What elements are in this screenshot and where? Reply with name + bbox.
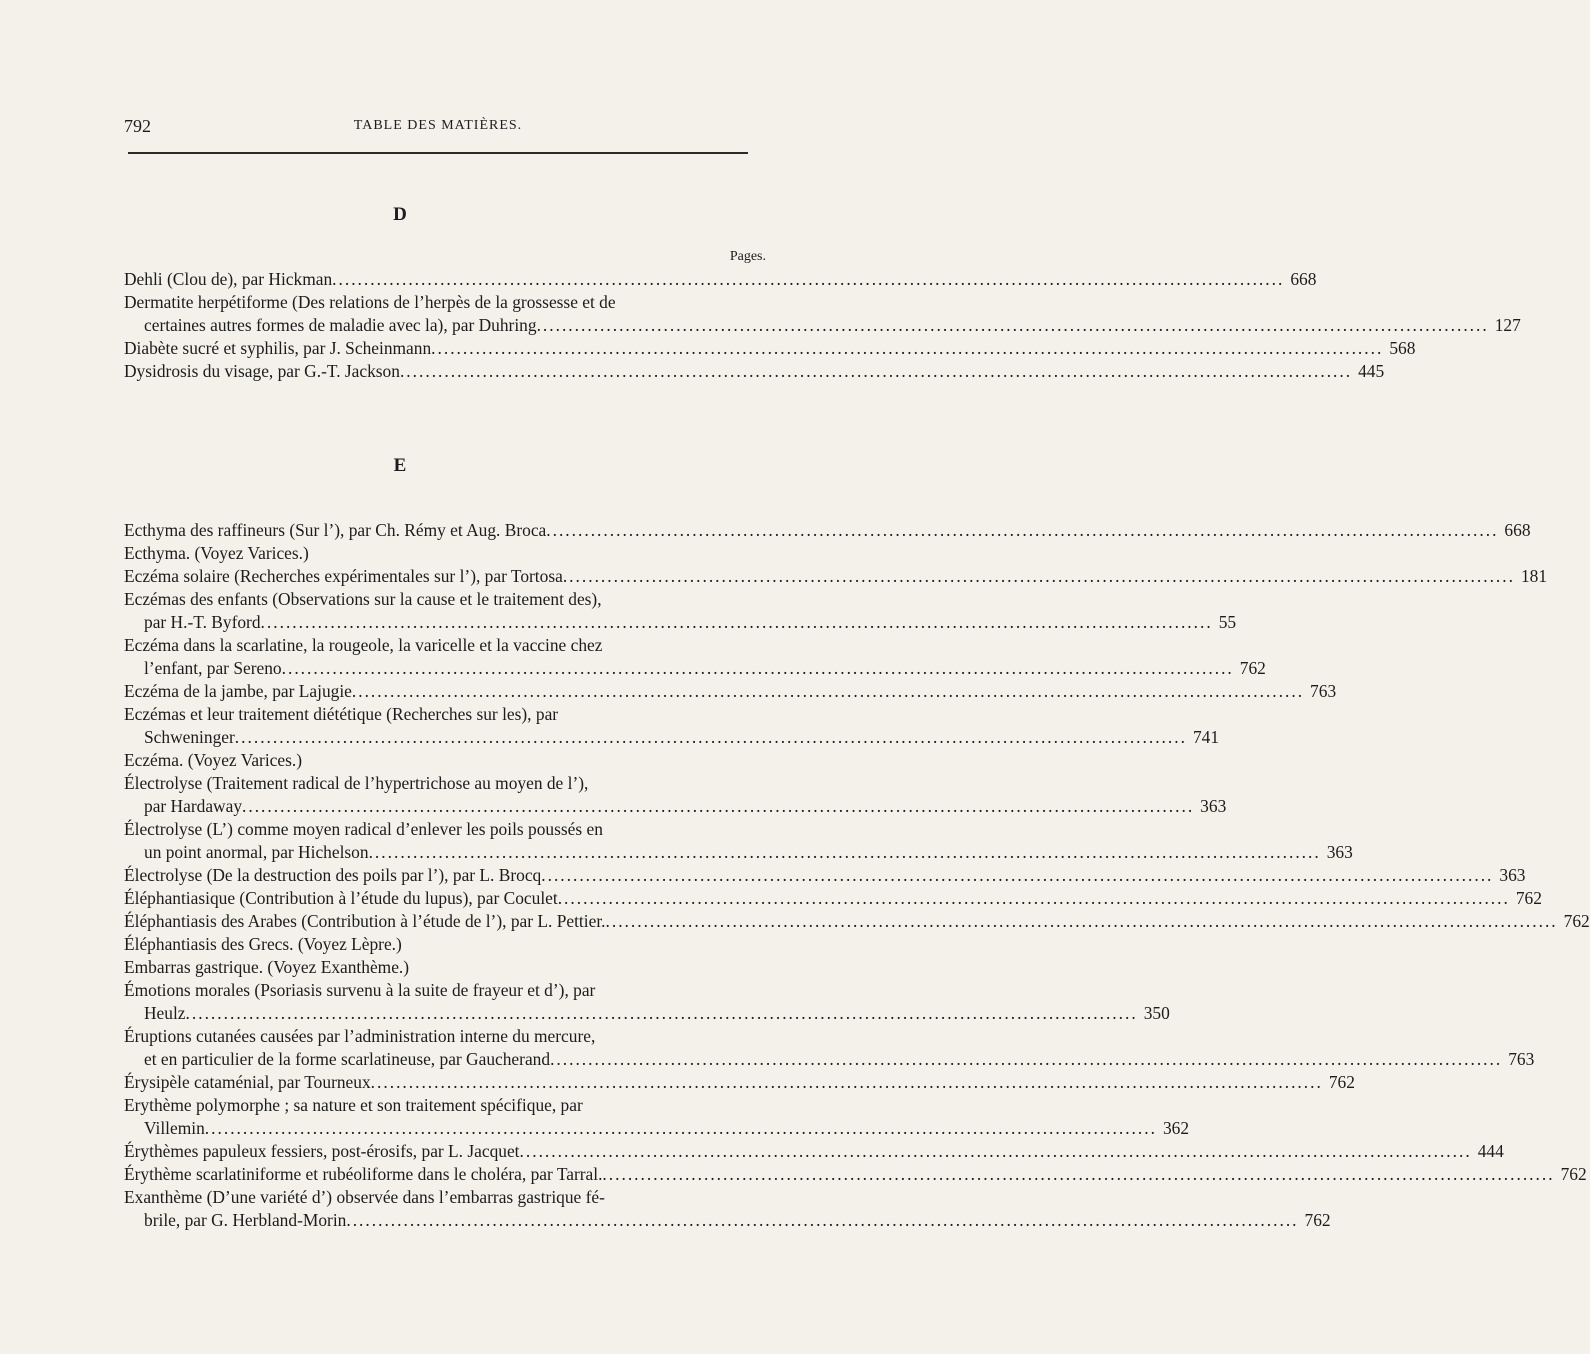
entry-line xyxy=(124,519,1531,542)
entry-line xyxy=(124,956,752,979)
entry-text: Erythème polymorphe ; sa nature et son traitement spécifique, par xyxy=(124,1095,583,1115)
dot-leader xyxy=(332,268,1284,291)
page-reference: 350 xyxy=(1143,1003,1170,1023)
entry-line xyxy=(124,933,752,956)
entry-line xyxy=(124,1140,1504,1163)
dot-leader xyxy=(371,1071,1323,1094)
entry-line xyxy=(124,314,1521,337)
entry-text: Dermatite herpétiforme (Des relations de l’herpès de la grossesse et de xyxy=(124,292,616,312)
page-reference: 762 xyxy=(1304,1210,1331,1230)
index-entry xyxy=(124,680,1337,703)
page-reference: 363 xyxy=(1499,865,1526,885)
index-entry xyxy=(124,1186,1331,1232)
entry-text: un point anormal, par Hichelson xyxy=(144,842,369,862)
index-entry xyxy=(124,749,752,772)
page-reference: 762 xyxy=(1239,658,1266,678)
entry-line xyxy=(124,360,1385,383)
entry-text: par H.-T. Byford xyxy=(144,612,261,632)
page-reference: 763 xyxy=(1508,1049,1535,1069)
entry-line xyxy=(124,818,752,841)
index-entry xyxy=(124,634,1266,680)
entry-line xyxy=(124,268,1317,291)
entry-text: Éruptions cutanées causées par l’administration interne du mercure, xyxy=(124,1026,596,1046)
entry-line xyxy=(124,1117,1190,1140)
dot-leader xyxy=(541,864,1493,887)
page-reference: 363 xyxy=(1326,842,1353,862)
entry-line xyxy=(124,841,1353,864)
entry-text: Eczéma solaire (Recherches expérimentales sur l’), par Tortosa xyxy=(124,566,563,586)
entry-text: Eczéma dans la scarlatine, la rougeole, la varicelle et la vaccine chez xyxy=(124,635,603,655)
entry-line xyxy=(124,611,1237,634)
entry-text: Ecthyma des raffineurs (Sur l’), par Ch. Rémy et Aug. Broca xyxy=(124,520,547,540)
entry-text: l’enfant, par Sereno xyxy=(144,658,282,678)
index-entry xyxy=(124,887,1542,910)
entry-text: brile, par G. Herbland-Morin xyxy=(144,1210,347,1230)
dot-leader xyxy=(602,1163,1554,1186)
page-reference: 762 xyxy=(1560,1164,1587,1184)
entry-line xyxy=(124,291,752,314)
entry-text: et en particulier de la forme scarlatineuse, par Gaucherand xyxy=(144,1049,551,1069)
entry-line xyxy=(124,680,1337,703)
index-entry xyxy=(124,1025,1535,1071)
entry-text: Ecthyma. (Voyez Varices.) xyxy=(124,543,309,563)
entry-text: Heulz xyxy=(144,1003,186,1023)
index-entry xyxy=(124,337,1416,360)
page-reference: 762 xyxy=(1563,911,1590,931)
index-entry xyxy=(124,910,1590,933)
entry-text: Exanthème (D’une variété d’) observée dans l’embarras gastrique fé- xyxy=(124,1187,605,1207)
entry-text: Électrolyse (L’) comme moyen radical d’enlever les poils poussés en xyxy=(124,819,603,839)
entry-text: Eczémas des enfants (Observations sur la cause et le traitement des), xyxy=(124,589,602,609)
dot-leader xyxy=(242,795,1194,818)
entry-text: Villemin xyxy=(144,1118,205,1138)
index-entry xyxy=(124,519,1531,542)
entry-text: Émotions morales (Psoriasis survenu à la suite de frayeur et d’), par xyxy=(124,980,596,1000)
dot-leader xyxy=(606,910,1558,933)
entry-text: Érysipèle cataménial, par Tourneux xyxy=(124,1072,371,1092)
index-entry xyxy=(124,979,1170,1025)
dot-leader xyxy=(520,1140,1472,1163)
index-entry xyxy=(124,588,1237,634)
page-reference: 763 xyxy=(1310,681,1337,701)
page-reference: 568 xyxy=(1389,338,1416,358)
dot-leader xyxy=(205,1117,1157,1140)
entry-line xyxy=(124,634,752,657)
index-entry xyxy=(124,956,752,979)
dot-leader xyxy=(537,314,1489,337)
index-entry xyxy=(124,1163,1587,1186)
index-entry xyxy=(124,772,1227,818)
page-reference: 762 xyxy=(1328,1072,1355,1092)
entry-text: Diabète sucré et syphilis, par J. Scheinmann xyxy=(124,338,432,358)
entry-text: Eczéma. (Voyez Varices.) xyxy=(124,750,303,770)
entry-line xyxy=(124,910,1590,933)
section-letter-e: E xyxy=(393,455,407,476)
dot-leader xyxy=(261,611,1213,634)
page-reference: 363 xyxy=(1200,796,1227,816)
index-entry xyxy=(124,864,1526,887)
dot-leader xyxy=(546,519,1498,542)
index-entry xyxy=(124,565,1548,588)
entry-line xyxy=(124,1002,1170,1025)
page-reference: 762 xyxy=(1515,888,1542,908)
entry-text: certaines autres formes de maladie avec la), par Duhring xyxy=(144,315,537,335)
entry-line xyxy=(124,1163,1587,1186)
dot-leader xyxy=(352,680,1304,703)
entry-line xyxy=(124,772,752,795)
entry-line xyxy=(124,1209,1331,1232)
dot-leader xyxy=(186,1002,1138,1025)
entry-text: par Hardaway xyxy=(144,796,243,816)
entry-line xyxy=(124,887,1542,910)
index-entry xyxy=(124,542,752,565)
dot-leader xyxy=(400,360,1352,383)
index-entry xyxy=(124,933,752,956)
entry-text: Eczémas et leur traitement diététique (Recherches sur les), par xyxy=(124,704,559,724)
entry-line xyxy=(124,795,1227,818)
entry-text: Électrolyse (Traitement radical de l’hypertrichose au moyen de l’), xyxy=(124,773,589,793)
page-reference: 55 xyxy=(1218,612,1237,632)
entry-text: Dehli (Clou de), par Hickman xyxy=(124,269,333,289)
entry-line xyxy=(124,337,1416,360)
entry-line xyxy=(124,726,1220,749)
entry-text: Embarras gastrique. (Voyez Exanthème.) xyxy=(124,957,410,977)
dot-leader xyxy=(369,841,1321,864)
entry-line xyxy=(124,864,1526,887)
pages-column-label: Pages. xyxy=(729,249,766,264)
entry-text: Eczéma de la jambe, par Lajugie xyxy=(124,681,352,701)
entry-line xyxy=(124,979,752,1002)
entry-line xyxy=(124,1094,752,1117)
entry-line xyxy=(124,565,1548,588)
page-reference: 444 xyxy=(1477,1141,1504,1161)
dot-leader xyxy=(563,565,1515,588)
page-reference: 668 xyxy=(1290,269,1317,289)
entry-text: Éléphantiasique (Contribution à l’étude du lupus), par Coculet xyxy=(124,888,558,908)
index-entry xyxy=(124,1094,1190,1140)
header-rule xyxy=(128,152,748,154)
index-entry xyxy=(124,818,1353,864)
entry-line xyxy=(124,1071,1355,1094)
page-reference: 127 xyxy=(1494,315,1521,335)
page-reference: 445 xyxy=(1358,361,1385,381)
entry-line xyxy=(124,1025,752,1048)
index-entry xyxy=(124,268,1317,291)
entry-text: Éléphantiasis des Grecs. (Voyez Lèpre.) xyxy=(124,934,402,954)
section-letter-d: D xyxy=(393,204,407,225)
index-entry xyxy=(124,1071,1355,1094)
entry-line xyxy=(124,1048,1535,1071)
page-reference: 741 xyxy=(1192,727,1220,747)
running-title: TABLE DES MATIÈRES. xyxy=(353,118,523,133)
dot-leader xyxy=(558,887,1510,910)
entry-line xyxy=(124,749,752,772)
entry-line xyxy=(124,542,752,565)
entry-text: Électrolyse (De la destruction des poils par l’), par L. Brocq xyxy=(124,865,542,885)
dot-leader xyxy=(346,1209,1298,1232)
entry-line xyxy=(124,1186,752,1209)
page-header xyxy=(124,116,752,138)
page-reference: 362 xyxy=(1162,1118,1190,1138)
page-number: 792 xyxy=(124,116,151,136)
entry-text: Schweninger xyxy=(144,727,235,747)
dot-leader xyxy=(282,657,1234,680)
entry-text: Dysidrosis du visage, par G.-T. Jackson xyxy=(124,361,400,381)
dot-leader xyxy=(550,1048,1502,1071)
index-entry xyxy=(124,360,1385,383)
dot-leader xyxy=(431,337,1383,360)
dot-leader xyxy=(235,726,1187,749)
index-entry xyxy=(124,1140,1504,1163)
page-reference: 668 xyxy=(1504,520,1531,540)
entry-text: Érythème scarlatiniforme et rubéoliforme dans le choléra, par Tarral. xyxy=(124,1164,603,1184)
entry-line xyxy=(124,703,752,726)
entry-text: Érythèmes papuleux fessiers, post-érosifs, par L. Jacquet xyxy=(124,1141,520,1161)
index-entry xyxy=(124,291,1521,337)
page-reference: 181 xyxy=(1520,566,1548,586)
entry-line xyxy=(124,588,752,611)
entry-line xyxy=(124,657,1266,680)
entry-text: Éléphantiasis des Arabes (Contribution à l’étude de l’), par L. Pettier. xyxy=(124,911,606,931)
index-entry xyxy=(124,703,1220,749)
